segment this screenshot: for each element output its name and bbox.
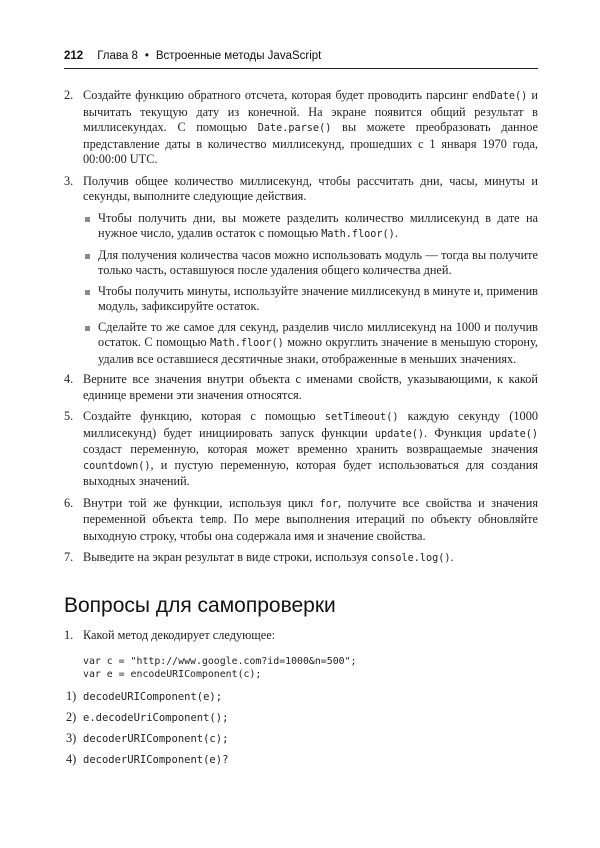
bullet-text: Чтобы получить дни, вы можете разделить количество миллисекунд в дате на нужное число, удалив остаток с помощью Math.floor(). xyxy=(98,210,538,240)
list-item xyxy=(64,496,538,545)
code-listing xyxy=(83,655,538,681)
code-line: var e = encodeURIComponent(c); xyxy=(83,668,262,680)
inline-code: endDate() xyxy=(472,91,528,102)
answer-option xyxy=(64,752,538,768)
code-line: var c = "http://www.google.com?id=1000&n=500"; xyxy=(83,655,357,667)
list-item-number: 4. xyxy=(64,372,74,386)
list-item xyxy=(64,372,538,403)
answer-options xyxy=(64,689,538,768)
bullet-text: Для получения количества часов можно использовать модуль — тогда вы получите только часть, оставшуюся после удаления общего количества дней. xyxy=(98,247,538,277)
bullet-item xyxy=(83,211,538,243)
chapter-title: Встроенные методы JavaScript xyxy=(155,50,322,62)
header-bullet: • xyxy=(144,50,149,62)
answer-option xyxy=(64,731,538,747)
inline-code: Math.floor() xyxy=(210,338,284,349)
square-bullet-icon xyxy=(85,290,90,295)
list-item xyxy=(64,409,538,490)
header-rule xyxy=(64,68,538,69)
list-item xyxy=(64,88,538,168)
answer-option xyxy=(64,710,538,726)
answer-code: decoderURIComponent(e)? xyxy=(83,753,229,766)
exercise-steps xyxy=(64,88,538,573)
inline-code: for xyxy=(319,498,339,510)
inline-code: Math.floor() xyxy=(321,229,395,240)
inline-code: update() xyxy=(488,428,538,440)
list-item-number: 7. xyxy=(64,550,74,564)
inline-code: console.log() xyxy=(370,553,451,564)
square-bullet-icon xyxy=(85,254,90,259)
list-item-text: Создайте функцию обратного отсчета, которая будет проводить парсинг endDate() и вычитать текущую дату из конечной. На экране появится общий результат в миллисекундах. С помощью Date.parse() вы можете преобразовать данное представление даты в количество миллисекунд, прошедших с 1 января 1970 года, 00:00:00 UTC. xyxy=(83,88,539,166)
list-item xyxy=(64,550,538,567)
square-bullet-icon xyxy=(85,217,90,222)
inline-code: Date.parse() xyxy=(257,123,332,134)
answer-code: e.decodeUriComponent(); xyxy=(83,711,229,724)
list-item xyxy=(64,174,538,205)
answer-option xyxy=(64,689,538,705)
answer-code: decoderURIComponent(c); xyxy=(83,732,229,745)
inline-code: update() xyxy=(374,428,424,440)
bullet-text: Сделайте то же самое для секунд, разделив число миллисекунд на 1000 и получив остаток. С помощью Math.floor() можно округлить значение в меньшую сторону, удалив все оставшиеся десятичные знаки, отображенные в меньших значениях. xyxy=(98,319,538,366)
list-item-text: Получив общее количество миллисекунд, чтобы рассчитать дни, часы, минуты и секунды, выполните следующие действия. xyxy=(83,173,538,203)
inline-code: countdown() xyxy=(83,460,151,472)
page-number: 212 xyxy=(64,50,84,62)
list-item-number: 2. xyxy=(64,88,74,102)
question-number: 1. xyxy=(64,628,74,642)
answer-number: 3) xyxy=(66,730,77,745)
running-header xyxy=(64,50,538,66)
list-item-text: Верните все значения внутри объекта с именами свойств, указывающими, к какой единице времени эти значения относятся. xyxy=(83,372,538,402)
list-item-number: 3. xyxy=(64,173,74,188)
bullet-text: Чтобы получить минуты, используйте значение миллисекунд в минуте и, применив модуль, зафиксируйте остаток. xyxy=(98,283,538,313)
list-item-text: Выведите на экран результат в виде строки, используя console.log(). xyxy=(83,550,454,564)
self-check-question xyxy=(64,628,538,773)
bullet-item xyxy=(83,248,538,279)
answer-number: 1) xyxy=(66,688,77,703)
chapter-label: Глава 8 xyxy=(97,50,138,62)
square-bullet-icon xyxy=(85,326,90,331)
inline-code: setTimeout() xyxy=(324,412,399,423)
answer-code: decodeURIComponent(e); xyxy=(83,690,223,703)
answer-number: 2) xyxy=(66,709,77,724)
inline-code: temp xyxy=(199,515,224,526)
answer-number: 4) xyxy=(66,751,77,766)
list-item-number: 6. xyxy=(64,495,74,510)
list-item-text: Создайте функцию, которая с помощью setTimeout() каждую секунду (1000 миллисекунд) будет инициировать запуск функции update(). Функция update() создаст переменную, которая может временно хранить возвращаемые значения countdown(), и пустую переменную, которая будет использоваться для создания выходных значений. xyxy=(83,409,538,488)
list-item-number: 5. xyxy=(64,409,74,423)
list-item-text: Внутри той же функции, используя цикл for, получите все свойства и значения переменной объекта temp. По мере выполнения итераций по объекту обновляйте выходную строку, чтобы она содержала имя и значение свойства. xyxy=(83,495,539,543)
section-heading: Вопросы для самопроверки xyxy=(64,594,336,617)
question-text: Какой метод декодирует следующее: xyxy=(83,628,276,642)
bullet-item xyxy=(83,284,538,315)
bullet-item xyxy=(83,320,538,368)
